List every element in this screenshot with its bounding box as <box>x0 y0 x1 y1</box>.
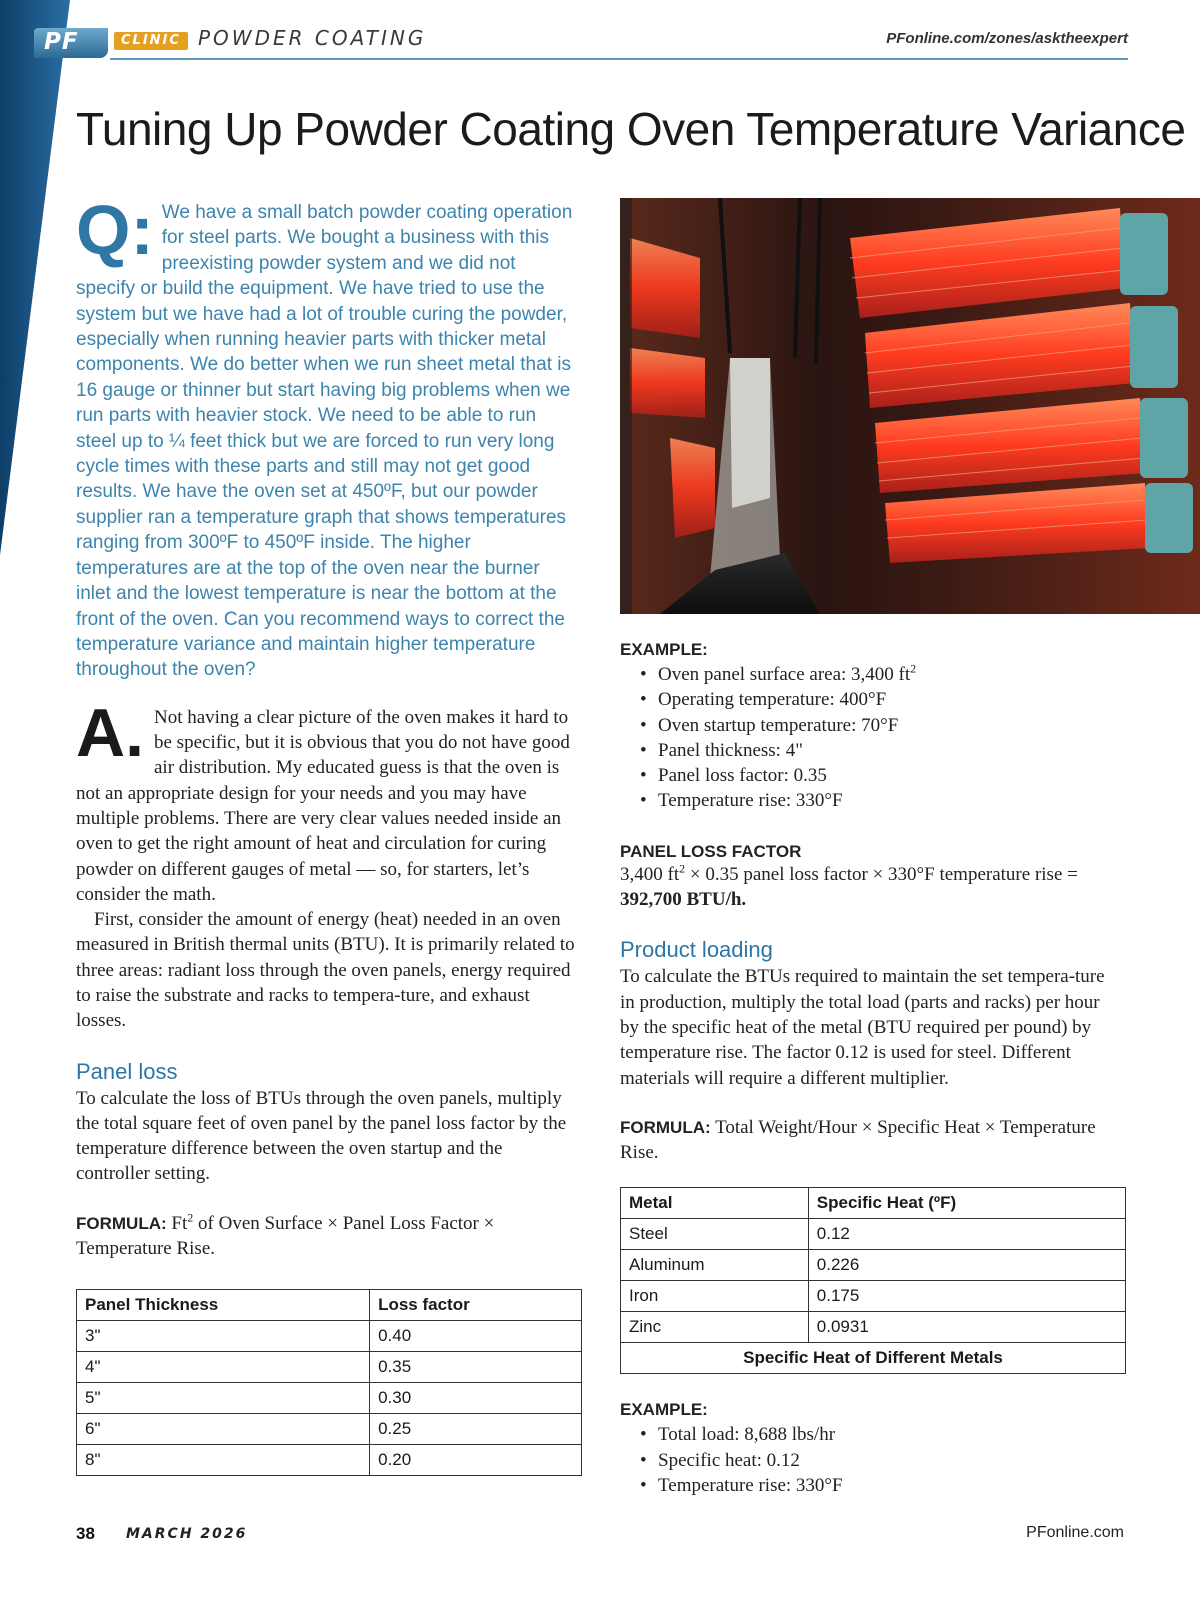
formula-sup: 2 <box>187 1210 194 1225</box>
list-item: • Specific heat: 0.12 <box>620 1448 1120 1473</box>
panel-thickness-table <box>76 1289 582 1476</box>
table-cell: 0.35 <box>370 1352 582 1383</box>
article-title: Tuning Up Powder Coating Oven Temperature Variance <box>76 103 1186 155</box>
table-row <box>621 1250 1126 1281</box>
table-cell: Steel <box>621 1219 809 1250</box>
list-item: • Operating temperature: 400°F <box>620 687 1120 712</box>
product-loading-formula <box>620 1115 1120 1166</box>
answer-paragraph-2: First, consider the amount of energy (heat) needed in an oven measured in British thermal units (BTU). It is primarily related to three areas: radiant loss through the oven panels, energy required to raise the substrate and racks to tempera-ture, and exhaust losses. <box>76 909 575 1032</box>
pf-logo: PF <box>34 28 108 58</box>
table-row <box>77 1383 582 1414</box>
table-caption: Specific Heat of Different Metals <box>621 1343 1126 1374</box>
table-row <box>77 1445 582 1476</box>
oven-photo <box>620 198 1200 614</box>
table-cell: 0.12 <box>808 1219 1125 1250</box>
product-loading-body: To calculate the BTUs required to maintain the set tempera-ture in production, multiply the total load (parts and racks) per hour by the specific heat of the metal (BTU required per pound) by temperature rise. The factor 0.12 is used for steel. Different materials will require a different multiplier. <box>620 966 1105 1089</box>
table-header-cell: Metal <box>621 1188 809 1219</box>
table-cell: Zinc <box>621 1312 809 1343</box>
table-cell: 0.175 <box>808 1281 1125 1312</box>
table-row <box>77 1321 582 1352</box>
table-cell: 0.0931 <box>808 1312 1125 1343</box>
table-row <box>77 1414 582 1445</box>
formula-text: Total Weight/Hour × Specific Heat × Temperature Rise. <box>620 1116 1096 1164</box>
table-cell: 0.226 <box>808 1250 1125 1281</box>
section-title: POWDER COATING <box>198 26 427 50</box>
left-column <box>76 191 576 1476</box>
list-item: • Panel loss factor: 0.35 <box>620 763 1120 788</box>
table-cell: 5" <box>77 1383 370 1414</box>
example-1-list <box>620 662 1120 814</box>
table-cell: Aluminum <box>621 1250 809 1281</box>
table-header-row <box>621 1188 1126 1219</box>
table-cell: 8" <box>77 1445 370 1476</box>
list-item: • Temperature rise: 330°F <box>620 788 1120 813</box>
table-row <box>621 1281 1126 1312</box>
footer-url[interactable]: PFonline.com <box>1026 1524 1124 1541</box>
question-mark: Q: <box>76 191 154 269</box>
example-1-label: EXAMPLE: <box>620 640 708 659</box>
clinic-tag: CLINIC <box>114 32 188 50</box>
panel-loss-factor-block <box>620 842 1120 913</box>
answer-block <box>76 694 576 1034</box>
answer-mark: A. <box>76 694 144 771</box>
question-text: We have a small batch powder coating operation for steel parts. We bought a business with this preexisting powder system and we did not specify or build the equipment. We have tried to use the system but we have had a lot of trouble curing the powder, especially when running heavier parts with thicker metal components. We do better when we run sheet metal that is 16 gauge or thinner but start having big problems when we run parts with heavier stock. We need to be able to run steel up to ¼ feet thick but we are forced to run very long cycle times with these parts and still may not get good results. We have the oven set at 450ºF, but our powder supplier ran a temperature graph that shows temperatures ranging from 300ºF to 450ºF inside. The higher temperatures are at the top of the oven near the burner inlet and the lowest temperature is near the bottom at the front of the oven. Can you recommend ways to correct the temperature variance and maintain higher temperature throughout the oven? <box>76 202 573 681</box>
table-caption-row <box>621 1343 1126 1374</box>
header-url[interactable]: PFonline.com/zones/asktheexpert <box>886 30 1128 47</box>
panel-loss-factor-calc: 3,400 $ft^2 \times 0.35$ panel loss factor × 330°F temperature rise = 392,700 BTU/h. <box>620 861 1078 911</box>
list-item: • Total load: 8,688 lbs/hr <box>620 1422 1120 1447</box>
table-cell: 0.40 <box>370 1321 582 1352</box>
example-2-list <box>620 1422 1120 1498</box>
right-column <box>620 198 1120 1498</box>
table-header-row <box>77 1290 582 1321</box>
product-loading-heading: Product loading <box>620 937 773 963</box>
answer-paragraph-1: Not having a clear picture of the oven makes it hard to be specific, but it is obvious that you do not have good air distribution. My educated guess is that the oven is not an appropriate design for your needs and you may have multiple problems. There are very clear values needed inside an oven to get the right amount of heat and circulation for curing powder on different gauges of metal — so, for starters, let’s consider the math. <box>76 706 570 905</box>
list-item: • Temperature rise: 330°F <box>620 1473 1120 1498</box>
table-cell: 0.20 <box>370 1445 582 1476</box>
panel-loss-factor-label: PANEL LOSS FACTOR <box>620 841 802 861</box>
issue-date: MARCH 2026 <box>126 1526 248 1542</box>
table-row <box>621 1219 1126 1250</box>
header-rule <box>110 58 1128 60</box>
table-header-cell: Specific Heat (ºF) <box>808 1188 1125 1219</box>
table-cell: Iron <box>621 1281 809 1312</box>
table-cell: 3" <box>77 1321 370 1352</box>
table-cell: 4" <box>77 1352 370 1383</box>
formula-text-pre: Ft <box>171 1212 188 1234</box>
list-item: • Panel thickness: 4" <box>620 738 1120 763</box>
page-header <box>34 22 1128 62</box>
table-cell: 6" <box>77 1414 370 1445</box>
question-block <box>76 191 576 683</box>
specific-heat-table <box>620 1187 1126 1374</box>
table-header-cell: Loss factor <box>370 1290 582 1321</box>
panel-loss-factor-result: 392,700 BTU/h. <box>620 889 747 911</box>
list-item: • Oven panel surface area: 3,400 $ft^2$ <box>620 662 1120 687</box>
table-header-cell: Panel Thickness <box>77 1290 370 1321</box>
example-2-label: EXAMPLE: <box>620 1400 708 1420</box>
formula-label: FORMULA: <box>76 1213 167 1233</box>
formula-label: FORMULA: <box>620 1117 711 1137</box>
formula-text-post: of Oven Surface × Panel Loss Factor × Temperature Rise. <box>76 1212 495 1260</box>
panel-loss-body: To calculate the loss of BTUs through the oven panels, multiply the total square feet of oven panel by the panel loss factor by the temperature difference between the oven startup and the controller setting. <box>76 1087 567 1185</box>
table-cell: 0.30 <box>370 1383 582 1414</box>
list-item: • Oven startup temperature: 70°F <box>620 713 1120 738</box>
page-number: 38 <box>76 1524 95 1543</box>
table-cell: 0.25 <box>370 1414 582 1445</box>
panel-loss-heading: Panel loss <box>76 1058 178 1084</box>
table-row <box>77 1352 582 1383</box>
table-row <box>621 1312 1126 1343</box>
panel-loss-formula <box>76 1211 576 1262</box>
example-2 <box>620 1400 1120 1498</box>
left-edge-strip <box>0 0 80 560</box>
example-1 <box>620 640 1120 814</box>
